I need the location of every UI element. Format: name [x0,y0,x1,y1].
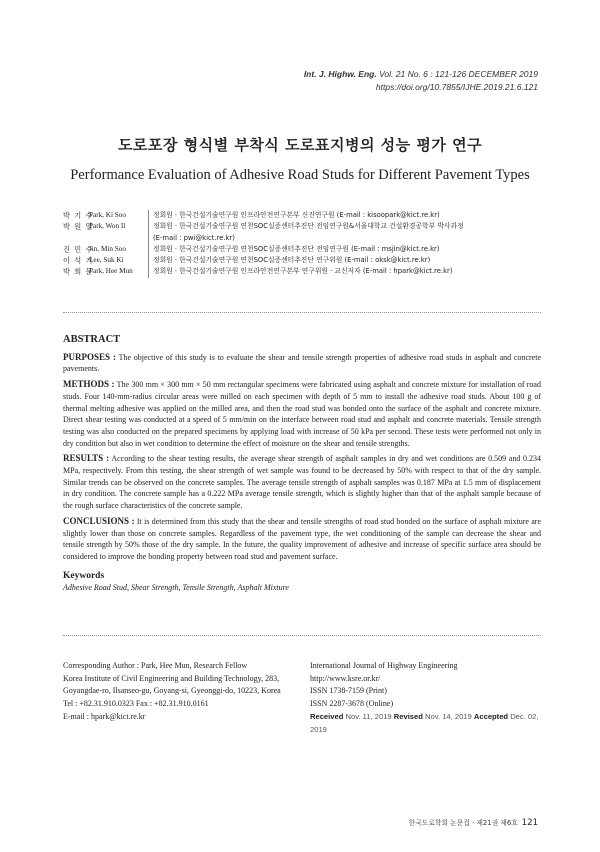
revised-label: Revised [393,711,423,721]
author-name-korean: 박 원 일 [63,222,94,232]
journal-citation-name: Int. J. Highw. Eng. [303,69,377,79]
author-name-english: Lee, Suk Ki [89,256,124,265]
journal-citation-rest: Vol. 21 No. 6 : 121-126 DECEMBER 2019 [379,69,538,79]
author-row [63,233,543,244]
accepted-date: Dec. 02, 2019 [310,711,539,734]
corresponding-line: Corresponding Author : Park, Hee Mun, Research Fellow [63,661,248,670]
author-name-korean: 진 민 수 [63,244,94,254]
journal-citation [304,69,538,79]
received-label: Received [310,711,344,721]
conclusions-label: CONCLUSIONS : [63,515,135,526]
accepted-label: Accepted [473,711,509,721]
results-label: RESULTS : [63,453,110,464]
author-row [63,255,543,266]
author-affiliation: 정회원 · 한국건설기술연구원 연천SOC실증센터추진단 연구위원 (E-mail : oksk@kict.re.kr) [148,255,543,266]
received-date: Nov. 11, 2019 [345,711,392,721]
author-name-english: Jin, Min Soo [89,244,126,253]
abstract-conclusions [63,516,541,563]
abstract-heading: ABSTRACT [63,334,121,345]
results-text: According to the shear testing results, the average shear strength of asphalt samples in dry and wet conditions are 0.509 and 0.234 MPa, respectively. From this testing, the shear strength of wet sample was found to be decreased by 50% with respect to that of the dry sample. Similar trends can be observed on the concrete samples. The average tensile strength of asphalt samples was 0.187 MPa at 1.5 mm of displacement in dry condition. The concrete sample has a 0.222 MPa average tensile strength, which is slightly higher than that of the asphalt sample because of the rough surface characteristics of the concrete sample. [63,454,541,511]
section-divider [63,312,541,313]
footer-journal-text: 한국도로학회 논문집 · 제21권 제6호 [408,819,518,827]
abstract-methods [63,379,541,449]
author-name-english [89,233,148,244]
keywords-heading: Keywords [63,570,105,581]
corresponding-line: Tel : +82.31.910.0323 Fax : +82.31.910.0161 [63,699,209,709]
author-affiliation: 정회원 · 한국건설기술연구원 연천SOC실증센터추진단 전임연구원&서울대학교 건설환경공학부 박사과정 [148,221,543,232]
purposes-label: PURPOSES : [63,351,116,362]
author-name-english: Park, Won Il [89,222,126,231]
page-number: 121 [521,818,538,828]
author-name-english: Park, Ki Soo [89,211,126,219]
author-name-english: Park, Hee Mun [89,267,133,276]
journal-url[interactable]: http://www.ksre.or.kr/ [310,673,381,683]
methods-text: The 300 mm × 300 mm × 50 mm rectangular specimens were fabricated using asphalt and concrete mixture for installation of road studs. Four 140-mm-radius circular areas were milled on each specimen with depth of 5 mm to install the adhesive road studs. About 100 g of thermal melting adhesive was applied on the milled area, and then the road stud was bonded onto the surface of the asphalt and concrete mixture. Direct shear testing was conducted at a speed of 5 mm/min on the interface between road stud and asphalt and concrete materials. Tensile strength testing was also conducted on the prepared specimens by applying load with increase of 50 kPa per second. These tests were performed not only in dry condition but also in wet condition to determine the effect of moisture on the shear and tensile strengths. [63,380,541,448]
journal-doi[interactable]: https://doi.org/10.7855/IJHE.2019.21.6.121 [375,82,538,92]
journal-info-line: ISSN 2287-3678 (Online) [310,699,394,709]
submission-dates [310,711,550,736]
page-footer [409,817,538,828]
author-list [63,210,543,278]
author-affiliation: (E-mail : pwi@kict.re.kr) [148,233,543,244]
author-name-korean: 박 희 문 [63,267,94,277]
author-affiliation: 정회원 · 한국건설기술연구원 연천SOC실증센터추진단 전임연구원 (E-mail : msjin@kict.re.kr) [148,244,543,255]
author-name-korean [63,233,89,244]
conclusions-text: It is determined from this study that the shear and tensile strengths of road stud bonded on the surface of asphalt mixture are slightly lower than those on concrete samples. Regardless of the pavement type, the wet conditioning of the sample can decrease the shear and tensile strength by 50% those of the dry sample. In the future, the quality improvement of adhesive and increase of specific surface area should be considered to improve the bonding property between road stud and pavement surface. [63,516,541,561]
author-affiliation: 정회원 · 한국건설기술연구원 인프라안전연구본부 신진연구원 (E-mail : kisoopark@kict.re.kr) [148,210,543,221]
corresponding-author-block [63,660,303,724]
methods-label: METHODS : [63,379,115,390]
abstract-purposes [63,352,541,375]
author-row [63,266,543,277]
author-row [63,210,543,221]
abstract-section [63,334,541,594]
corresponding-line: Goyangdae-ro, Ilsanseo-gu, Goyang-si, Gyeonggi-do, 10223, Korea [63,686,281,696]
corresponding-line: Korea Institute of Civil Engineering and Building Technology, 283, [63,673,280,683]
author-row [63,221,543,232]
paper-title-korean: 도로포장 형식별 부착식 도로표지병의 성능 평가 연구 [117,136,483,154]
journal-info-line: International Journal of Highway Engineering [310,661,458,670]
keywords-text: Adhesive Road Stud, Shear Strength, Tensile Strength, Asphalt Mixture [63,583,289,593]
paper-title-english: Performance Evaluation of Adhesive Road Studs for Different Pavement Types [70,167,530,183]
abstract-results [63,453,541,512]
purposes-text: The objective of this study is to evaluate the shear and tensile strength properties of adhesive road studs in asphalt and concrete pavements. [63,352,541,374]
section-divider [63,635,541,636]
author-name-korean: 이 석 기 [63,256,94,266]
revised-date: Nov. 14, 2019 [425,711,472,721]
author-row [63,244,543,255]
journal-info-block [310,660,550,736]
author-name-korean: 박 기 수 [63,211,94,220]
author-affiliation: 정회원 · 한국건설기술연구원 인프라안전연구본부 연구위원 · 교신저자 (E-mail : hpark@kict.re.kr) [148,266,543,277]
journal-info-line: ISSN 1738-7159 (Print) [310,686,387,696]
corresponding-email: E-mail : hpark@kict.re.kr [63,711,146,721]
